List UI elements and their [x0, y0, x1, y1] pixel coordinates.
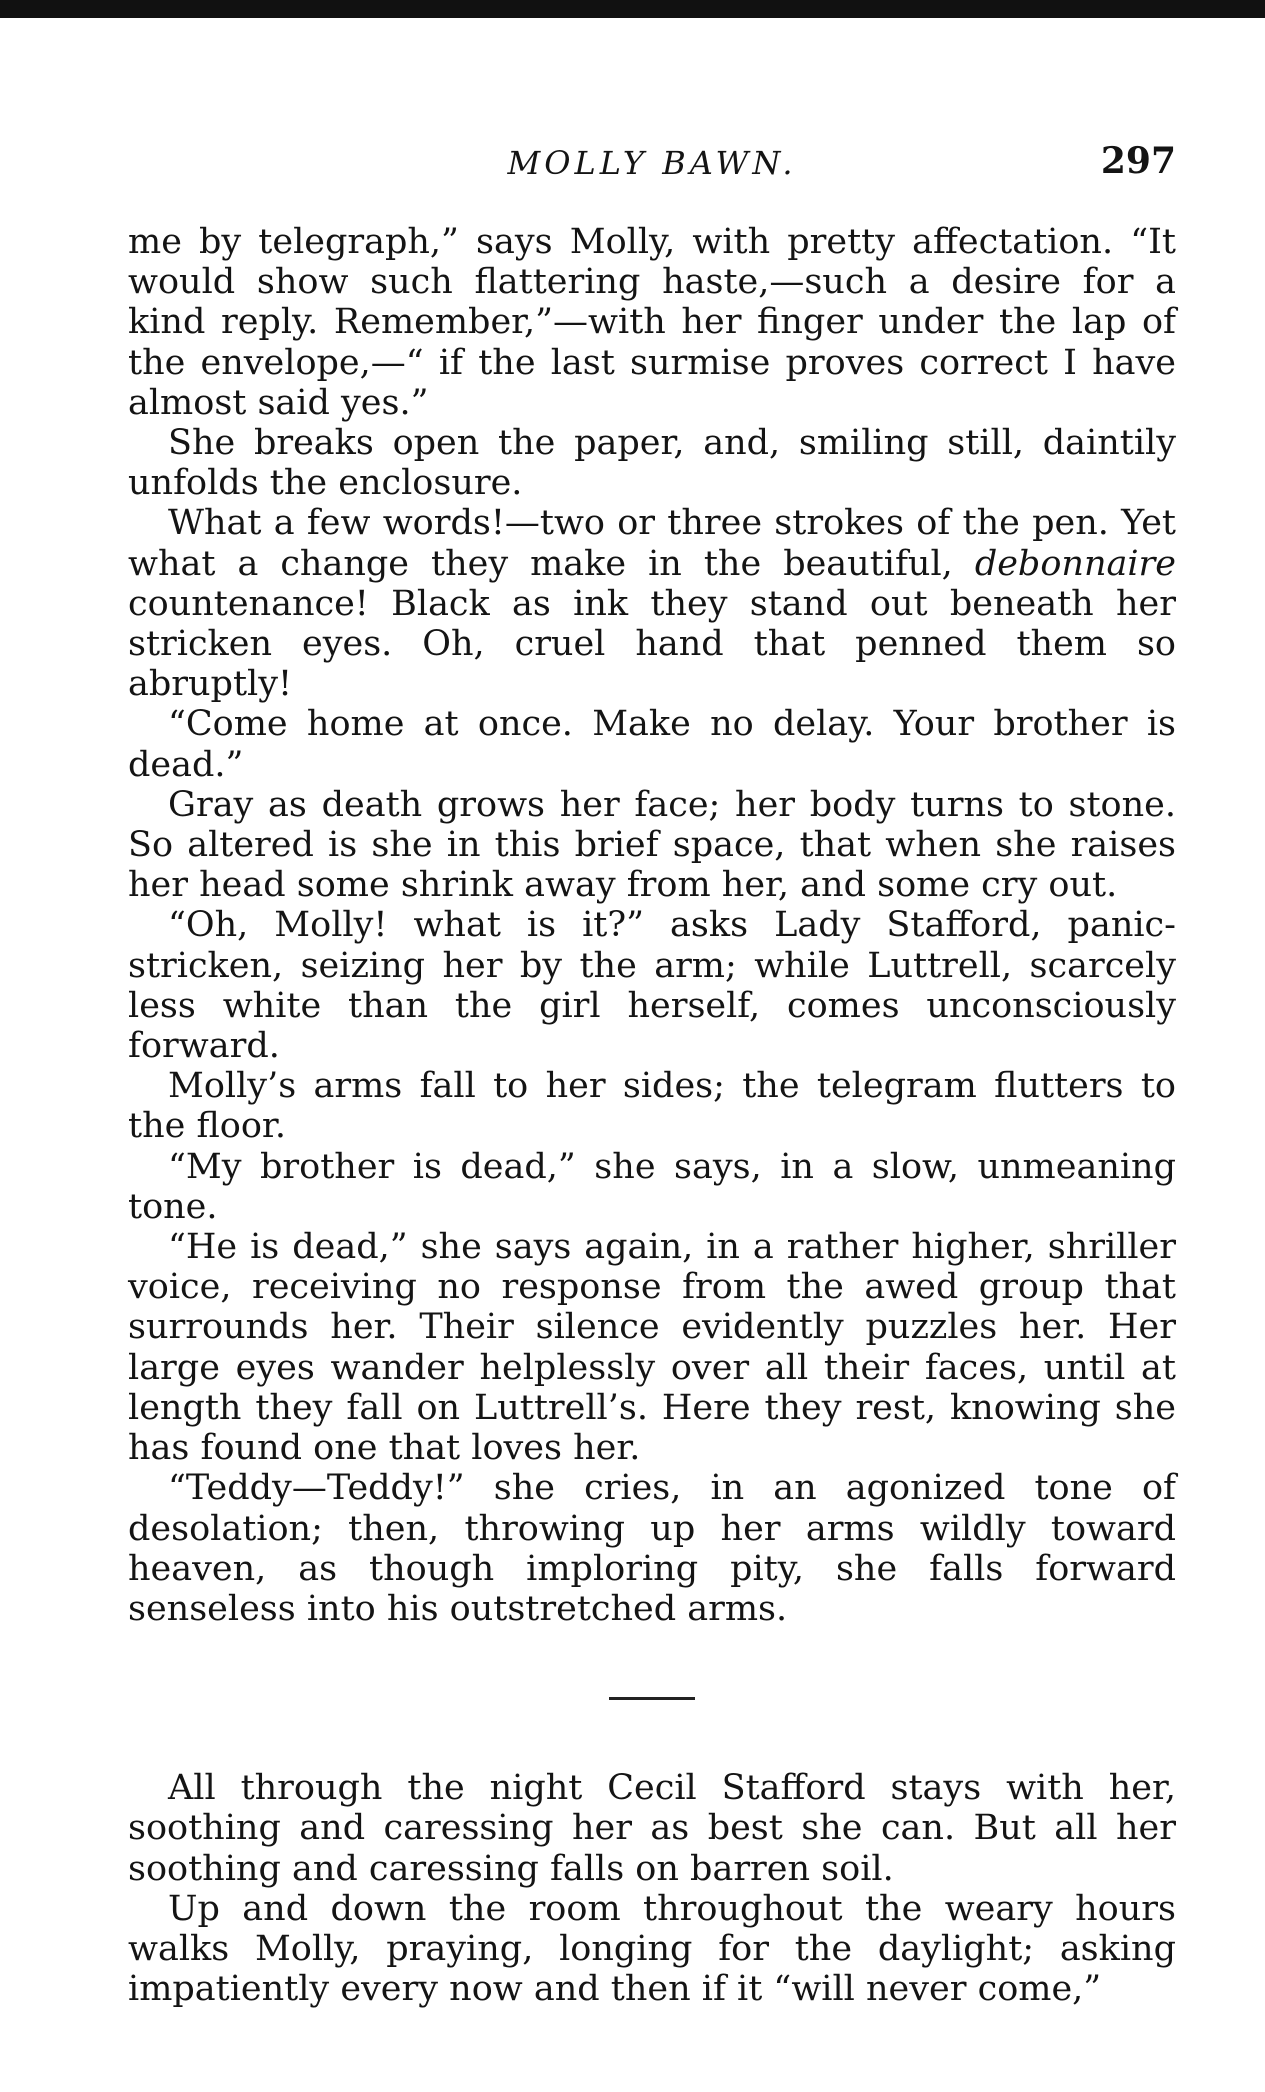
- paragraph: “Oh, Molly! what is it?” asks Lady Stafford, panic-stricken, seizing her by the arm; while Luttrell, scarcely less white than the girl herself, comes unconsciously forward.: [128, 905, 1176, 1067]
- paragraph: Molly’s arms fall to her sides; the telegram flutters to the floor.: [128, 1066, 1176, 1147]
- paragraph: “Come home at once. Make no delay. Your brother is dead.”: [128, 704, 1176, 785]
- paragraph: Up and down the room throughout the weary hours walks Molly, praying, longing for the daylight; asking impatiently every now and then if it “will never come,”: [128, 1888, 1176, 2010]
- paragraph: “My brother is dead,” she says, in a slow, unmeaning tone.: [128, 1146, 1176, 1227]
- paragraph: Gray as death grows her face; her body turns to stone. So altered is she in this brief space, that when she raises her head some shrink away from her, and some cry out.: [128, 784, 1176, 906]
- section-divider: [609, 1697, 695, 1700]
- paragraph: She breaks open the paper, and, smiling still, daintily unfolds the enclosure.: [128, 423, 1176, 504]
- paragraph: me by telegraph,” says Molly, with pretty affectation. “It would show such flattering haste,—such a desire for a kind reply. Remember,”—with her finger under the lap of the envelope,—“ if the last surmise proves correct I have almost said yes.”: [128, 222, 1176, 423]
- top-rule: [0, 0, 1265, 18]
- paragraph: What a few words!—two or three strokes of the pen. Yet what a change they make in the beautiful, debonnaire countenance! Black as ink they stand out beneath her stricken eyes. Oh, cruel hand that penned them so abruptly!: [128, 503, 1176, 705]
- paragraph: “Teddy—Teddy!” she cries, in an agonized tone of desolation; then, throwing up her arms wildly toward heaven, as though imploring pity, she falls forward senseless into his outstretched arms.: [128, 1468, 1176, 1629]
- body-text: [128, 222, 1176, 2009]
- page-number: 297: [1100, 140, 1176, 182]
- italic-word: debonnaire: [974, 543, 1176, 584]
- paragraph: “He is dead,” she says again, in a rather higher, shriller voice, receiving no response from the awed group that surrounds her. Their silence evidently puzzles her. Her large eyes wander helplessly over all their faces, until at length they fall on Luttrell’s. Here they rest, knowing she has found one that loves her.: [128, 1227, 1176, 1469]
- running-title: MOLLY BAWN.: [507, 144, 797, 182]
- running-head: [128, 140, 1176, 190]
- paragraph: All through the night Cecil Stafford stays with her, soothing and caressing her as best she can. But all her soothing and caressing falls on barren soil.: [128, 1768, 1176, 1889]
